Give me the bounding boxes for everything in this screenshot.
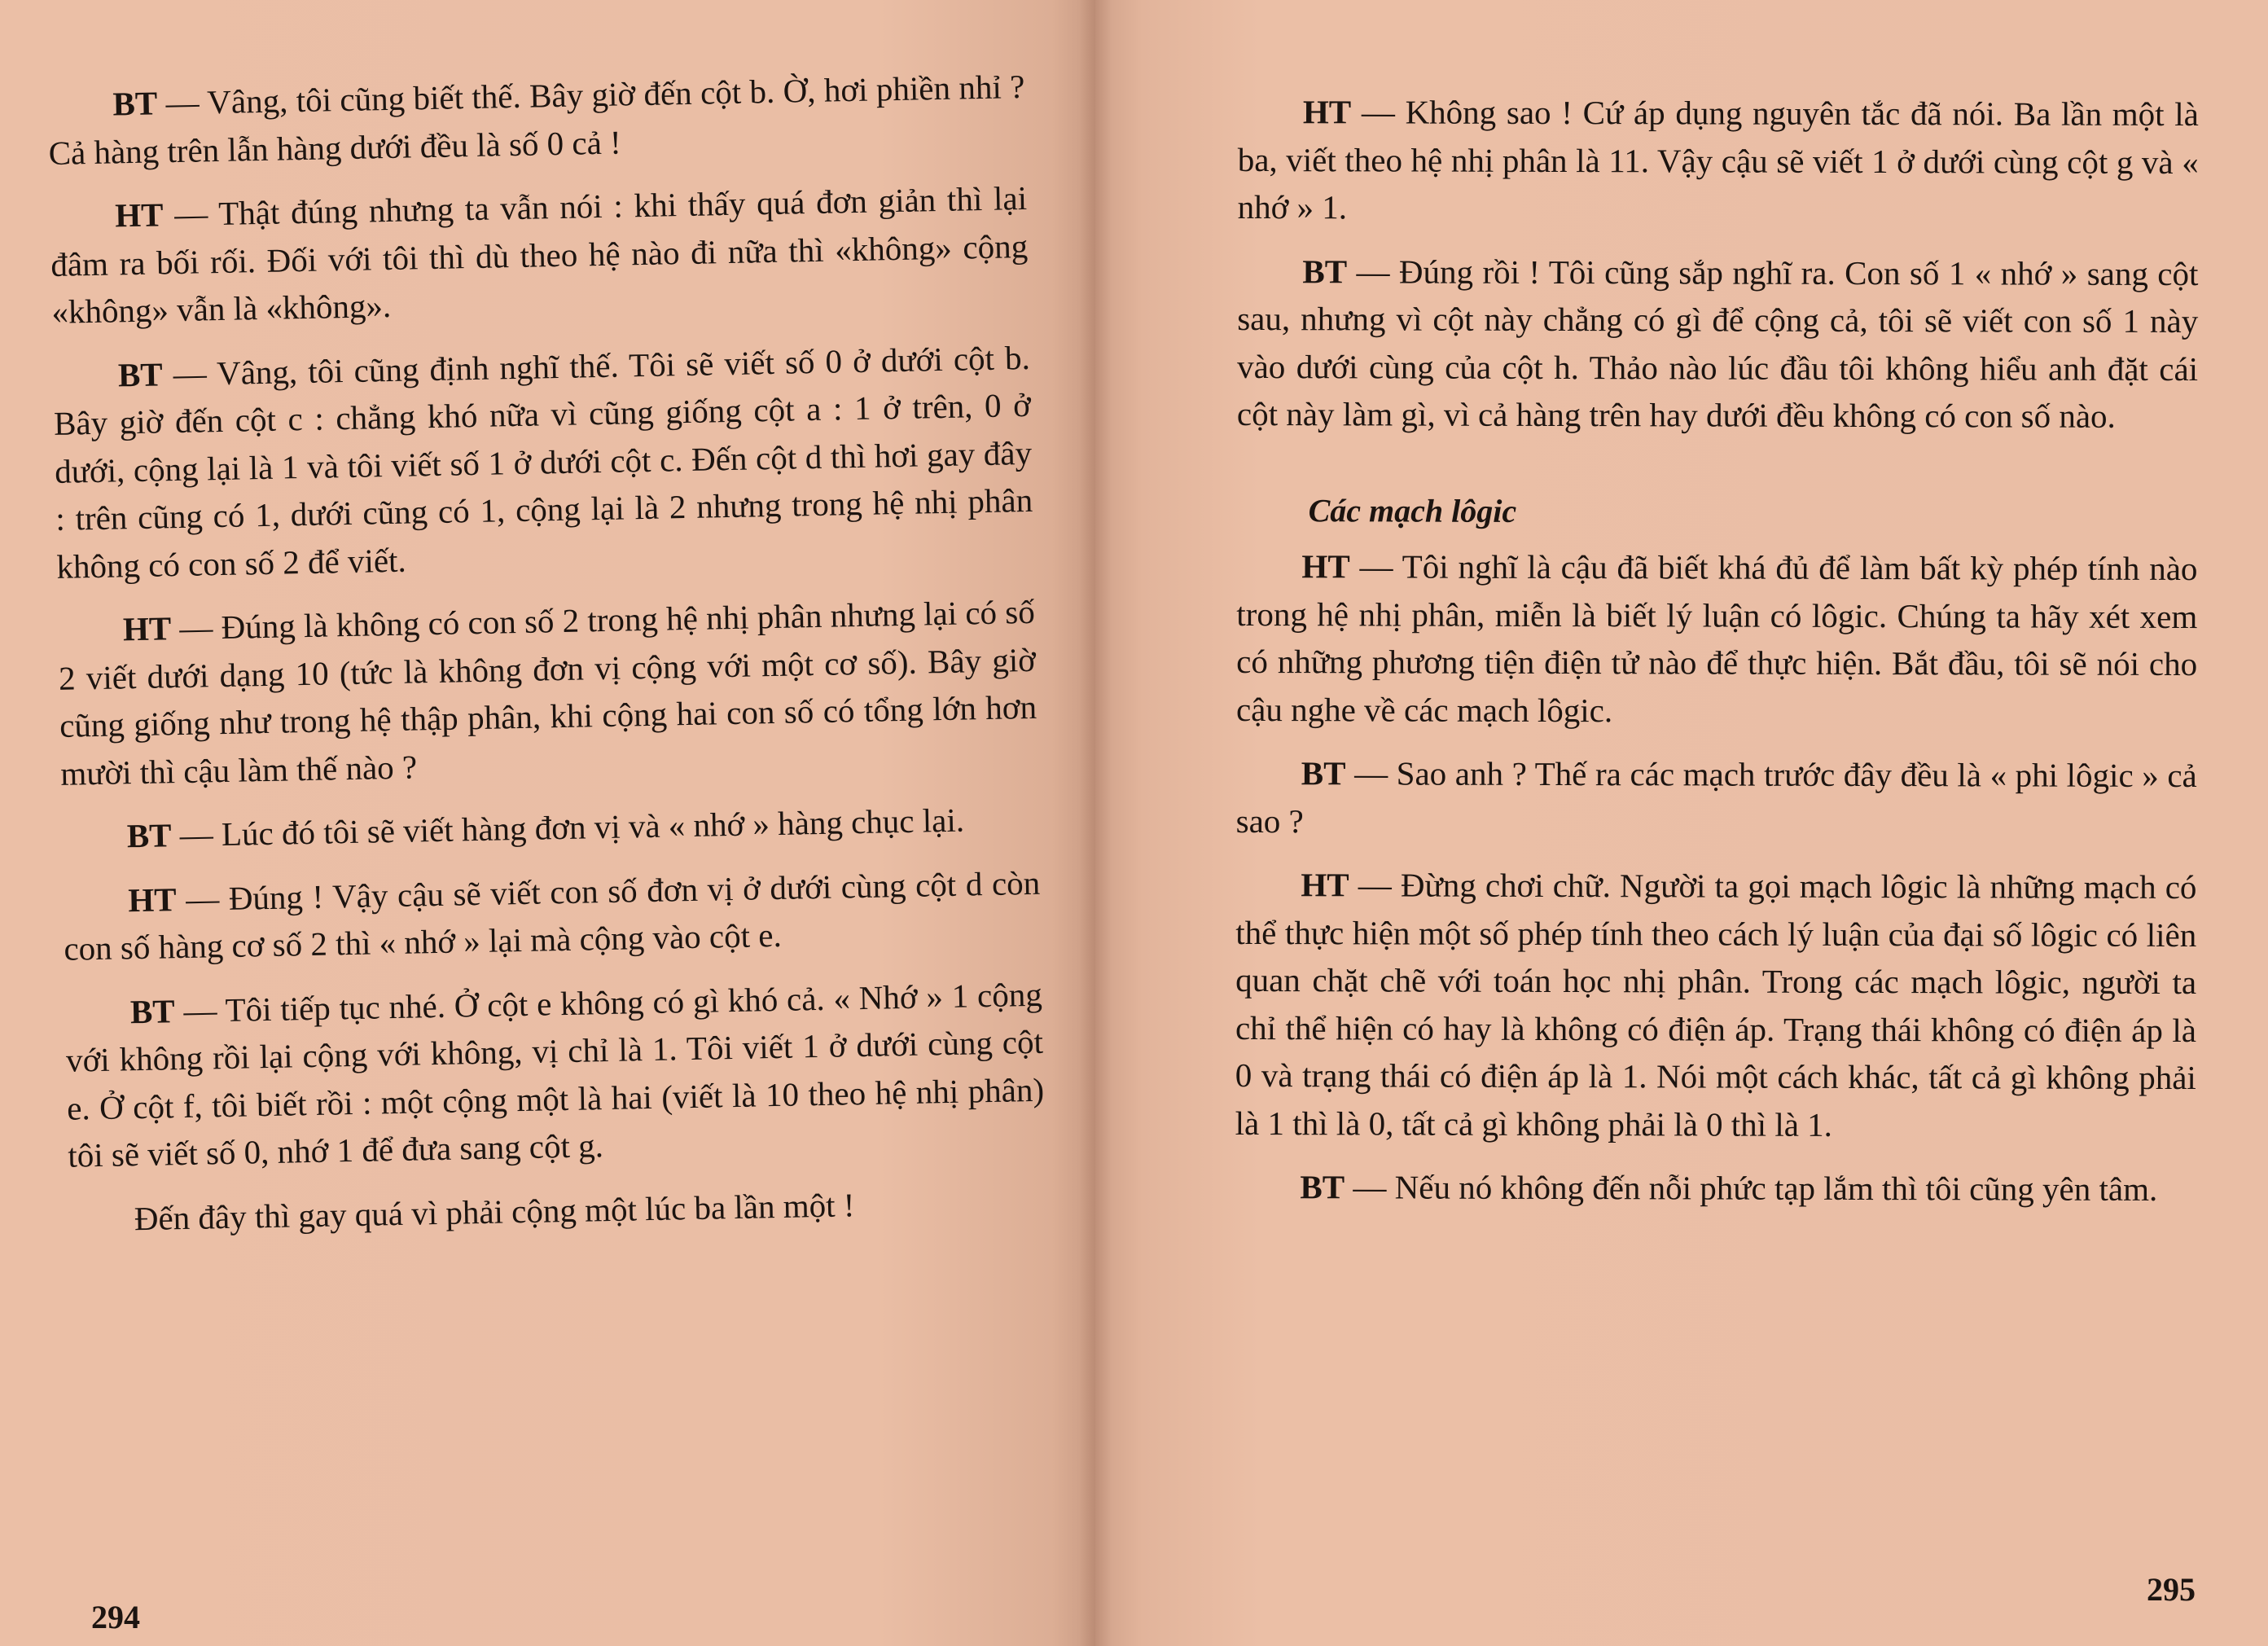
paragraph [1237, 247, 2199, 440]
section-heading: Các mạch lôgic [1308, 491, 1517, 529]
paragraph-text: — Đúng rồi ! Tôi cũng sắp nghĩ ra. Con số 1 « nhớ » sang cột sau, nhưng vì cột này chẳng có gì để cộng cả, tôi sẽ viết con số 1 này vào dưới cùng của cột h. Thảo nào lúc đầu tôi không hiểu anh đặt cái cột này làm gì, vì cả hàng trên hay dưới đều không có con số nào. [1236, 252, 2199, 435]
speaker-label: BT [117, 354, 164, 393]
paragraph-text: — Tôi tiếp tục nhé. Ở cột e không có gì khó cả. « Nhớ » 1 cộng với không rồi lại cộng với không, vị chỉ là 1. Tôi viết 1 ở dưới cùng cột e. Ở cột f, tôi biết rồi : một cộng một là hai (viết là 10 theo hệ nhị phân) tôi sẽ viết số 0, nhớ 1 để đưa sang cột g. [65, 975, 1045, 1174]
book-gutter [1079, 0, 1112, 1646]
paragraph [57, 588, 1037, 797]
speaker-label: BT [112, 84, 158, 123]
paragraph-text: Đến đây thì gay quá vì phải cộng một lúc ba lần một ! [134, 1185, 855, 1237]
speaker-label: HT [114, 195, 164, 235]
left-page-text [47, 63, 1047, 1260]
speaker-label: HT [127, 880, 177, 919]
page-number-left: 294 [91, 1599, 140, 1635]
paragraph-text: — Nếu nó không đến nỗi phức tạp lắm thì tôi cũng yên tâm. [1345, 1168, 2158, 1208]
paragraph [1235, 1163, 2196, 1214]
paragraph-text: — Vâng, tôi cũng biết thế. Bây giờ đến cột b. Ờ, hơi phiền nhỉ ? Cả hàng trên lẫn hàng dưới đều là số 0 cả ! [48, 67, 1025, 172]
speaker-label: HT [1301, 547, 1350, 586]
paragraph-text: — Đúng là không có con số 2 trong hệ nhị phân nhưng lại có số 2 viết dưới dạng 10 (tức là không đơn vị cộng với một cơ số). Bây giờ cũng giống như trong hệ thập phân, khi cộng hai con số có tổng lớn hơn mười thì cậu làm thế nào ? [58, 592, 1037, 792]
paragraph-text: — Đúng ! Vậy cậu sẽ viết con số đơn vị ở dưới cùng cột d còn con số hàng cơ số 2 thì « nhớ » lại mà cộng vào cột e. [64, 863, 1041, 968]
speaker-label: HT [1302, 93, 1352, 131]
speaker-label: BT [126, 816, 172, 855]
speaker-label: BT [1301, 754, 1346, 792]
paragraph [50, 174, 1029, 336]
page-number-right: 295 [2147, 1571, 2196, 1608]
paragraph [52, 333, 1033, 590]
paragraph [63, 858, 1042, 972]
speaker-label: HT [1301, 866, 1349, 904]
paragraph-text: — Lúc đó tôi sẽ viết hàng đơn vị và « nhớ » hàng chục lại. [171, 801, 965, 854]
paragraph [68, 1177, 1046, 1244]
paragraph-text: — Vâng, tôi cũng định nghĩ thế. Tôi sẽ viết số 0 ở dưới cột b. Bây giờ đến cột c : chẳng khó nữa vì cũng giống cột a : 1 ở trên, 0 ở dưới, cộng lại là 1 và tôi viết số 1 ở dưới cột c. Đến cột d thì hơi gay đây : trên cũng có 1, dưới cũng có 1, cộng lại là 2 nhưng trong hệ nhị phân không có con số 2 để viết. [53, 338, 1033, 586]
paragraph [1236, 542, 2198, 735]
paragraph [1238, 88, 2199, 234]
paragraph-text: — Sao anh ? Thế ra các mạch trước đây đều là « phi lôgic » cả sao ? [1235, 754, 2197, 840]
paragraph-text: — Không sao ! Cứ áp dụng nguyên tắc đã nói. Ba lần một là ba, viết theo hệ nhị phân là 11. Vậy cậu sẽ viết 1 ở dưới cùng cột g và « nhớ » 1. [1237, 93, 2199, 226]
speaker-label: HT [122, 609, 172, 648]
paragraph [1236, 749, 2197, 847]
right-page-text [1235, 88, 2199, 1230]
paragraph [61, 795, 1039, 862]
paragraph [47, 63, 1026, 177]
speaker-label: BT [1300, 1168, 1345, 1206]
speaker-label: BT [1302, 252, 1348, 290]
paragraph [64, 970, 1045, 1179]
speaker-label: BT [129, 991, 176, 1030]
paragraph-text: — Thật đúng nhưng ta vẫn nói : khi thấy quá đơn giản thì lại đâm ra bối rối. Đối với tôi thì dù theo hệ nào đi nữa thì «không» cộng «không» vẫn là «không». [50, 178, 1029, 331]
paragraph-text: — Đừng chơi chữ. Người ta gọi mạch lôgic là những mạch có thể thực hiện một số phép tính theo cách lý luận của đại số lôgic có liên quan chặt chẽ với toán học nhị phân. Trong các mạch lôgic, người ta chỉ thể hiện có hay là không có điện áp. Trạng thái không có điện áp là 0 và trạng thái có điện áp là 1. Nói một cách khác, tất cả gì không phải là 1 thì là 0, tất cả gì không phải là 0 thì là 1. [1235, 866, 2197, 1143]
paragraph [1235, 861, 2197, 1149]
paragraph-text: — Tôi nghĩ là cậu đã biết khá đủ để làm bất kỳ phép tính nào trong hệ nhị phân, miễn là biết lý luận có lôgic. Chúng ta hãy xét xem có những phương tiện điện tử nào để thực hiện. Bắt đầu, tôi sẽ nói cho cậu nghe về các mạch lôgic. [1235, 547, 2198, 729]
